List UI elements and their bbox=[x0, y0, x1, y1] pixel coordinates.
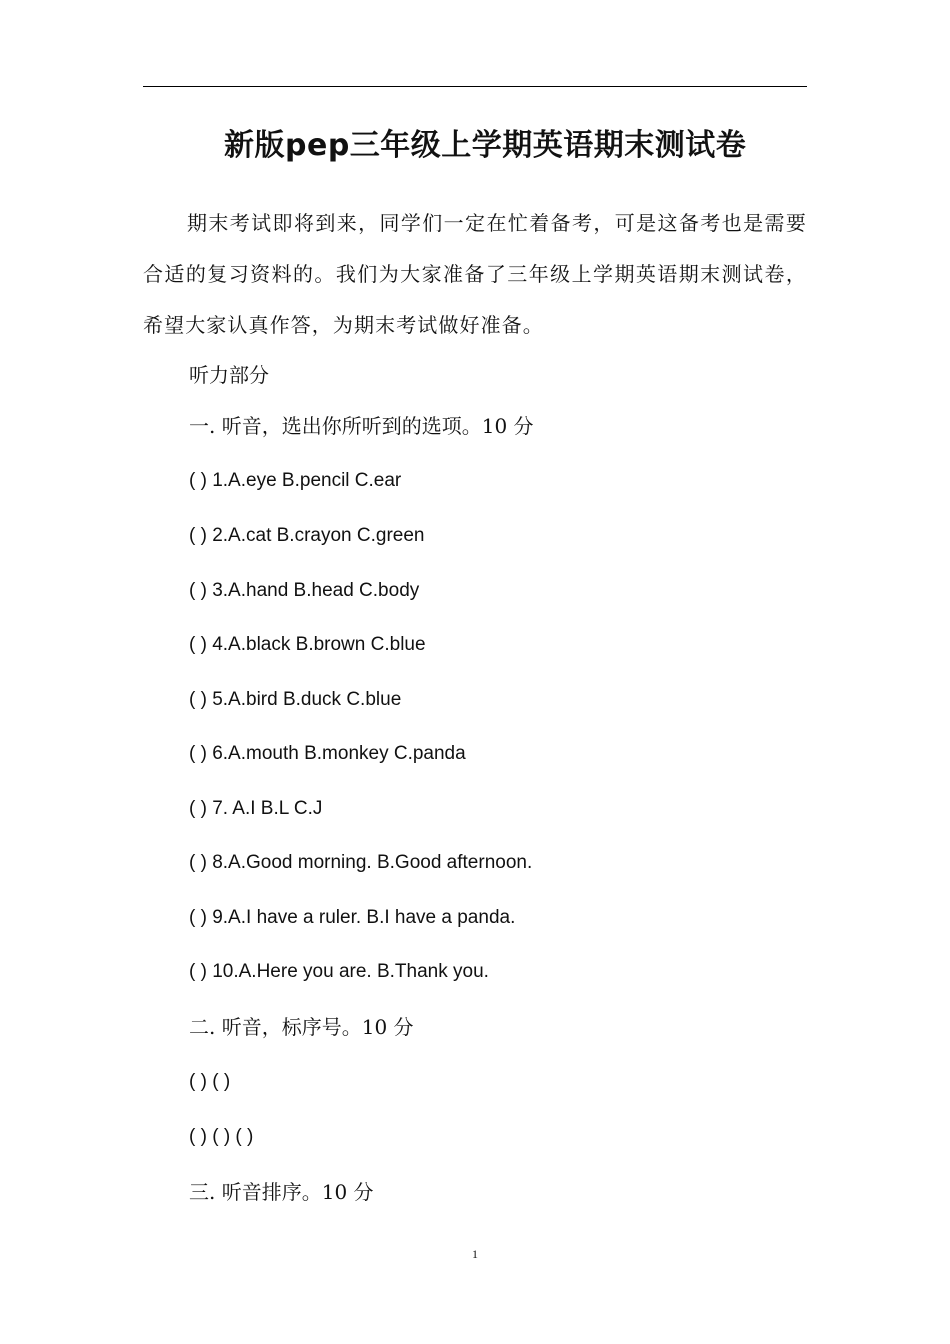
answer-blank-line: ( ) ( ) bbox=[189, 1071, 231, 1092]
part2-heading: 二. 听音，标序号。10 分 bbox=[189, 1015, 414, 1039]
question-item: ( ) 2.A.cat B.crayon C.green bbox=[189, 525, 425, 546]
question-item: ( ) 7. A.I B.L C.J bbox=[189, 798, 323, 819]
question-item: ( ) 8.A.Good morning. B.Good afternoon. bbox=[189, 852, 533, 873]
page-number: 1 bbox=[472, 1247, 478, 1261]
question-item: ( ) 9.A.I have a ruler. B.I have a panda. bbox=[189, 907, 516, 928]
intro-paragraph: 期末考试即将到来，同学们一定在忙着备考，可是这备考也是需要合适的复习资料的。我们为大家准备了三年级上学期英语期末测试卷，希望大家认真作答，为期末考试做好准备。 bbox=[143, 211, 807, 337]
part1-heading: 一. 听音，选出你所听到的选项。10 分 bbox=[189, 414, 534, 438]
document-title: 新版pep三年级上学期英语期末测试卷 bbox=[224, 128, 747, 163]
part3-heading: 三. 听音排序。10 分 bbox=[189, 1180, 374, 1204]
question-item: ( ) 3.A.hand B.head C.body bbox=[189, 580, 420, 601]
question-item: ( ) 5.A.bird B.duck C.blue bbox=[189, 689, 402, 710]
question-item: ( ) 6.A.mouth B.monkey C.panda bbox=[189, 743, 466, 764]
question-item: ( ) 4.A.black B.brown C.blue bbox=[189, 634, 426, 655]
question-item: ( ) 1.A.eye B.pencil C.ear bbox=[189, 470, 402, 491]
section-listening-heading: 听力部分 bbox=[189, 363, 269, 387]
answer-blank-line: ( ) ( ) ( ) bbox=[189, 1126, 254, 1147]
question-item: ( ) 10.A.Here you are. B.Thank you. bbox=[189, 961, 489, 982]
header-rule bbox=[143, 86, 807, 87]
